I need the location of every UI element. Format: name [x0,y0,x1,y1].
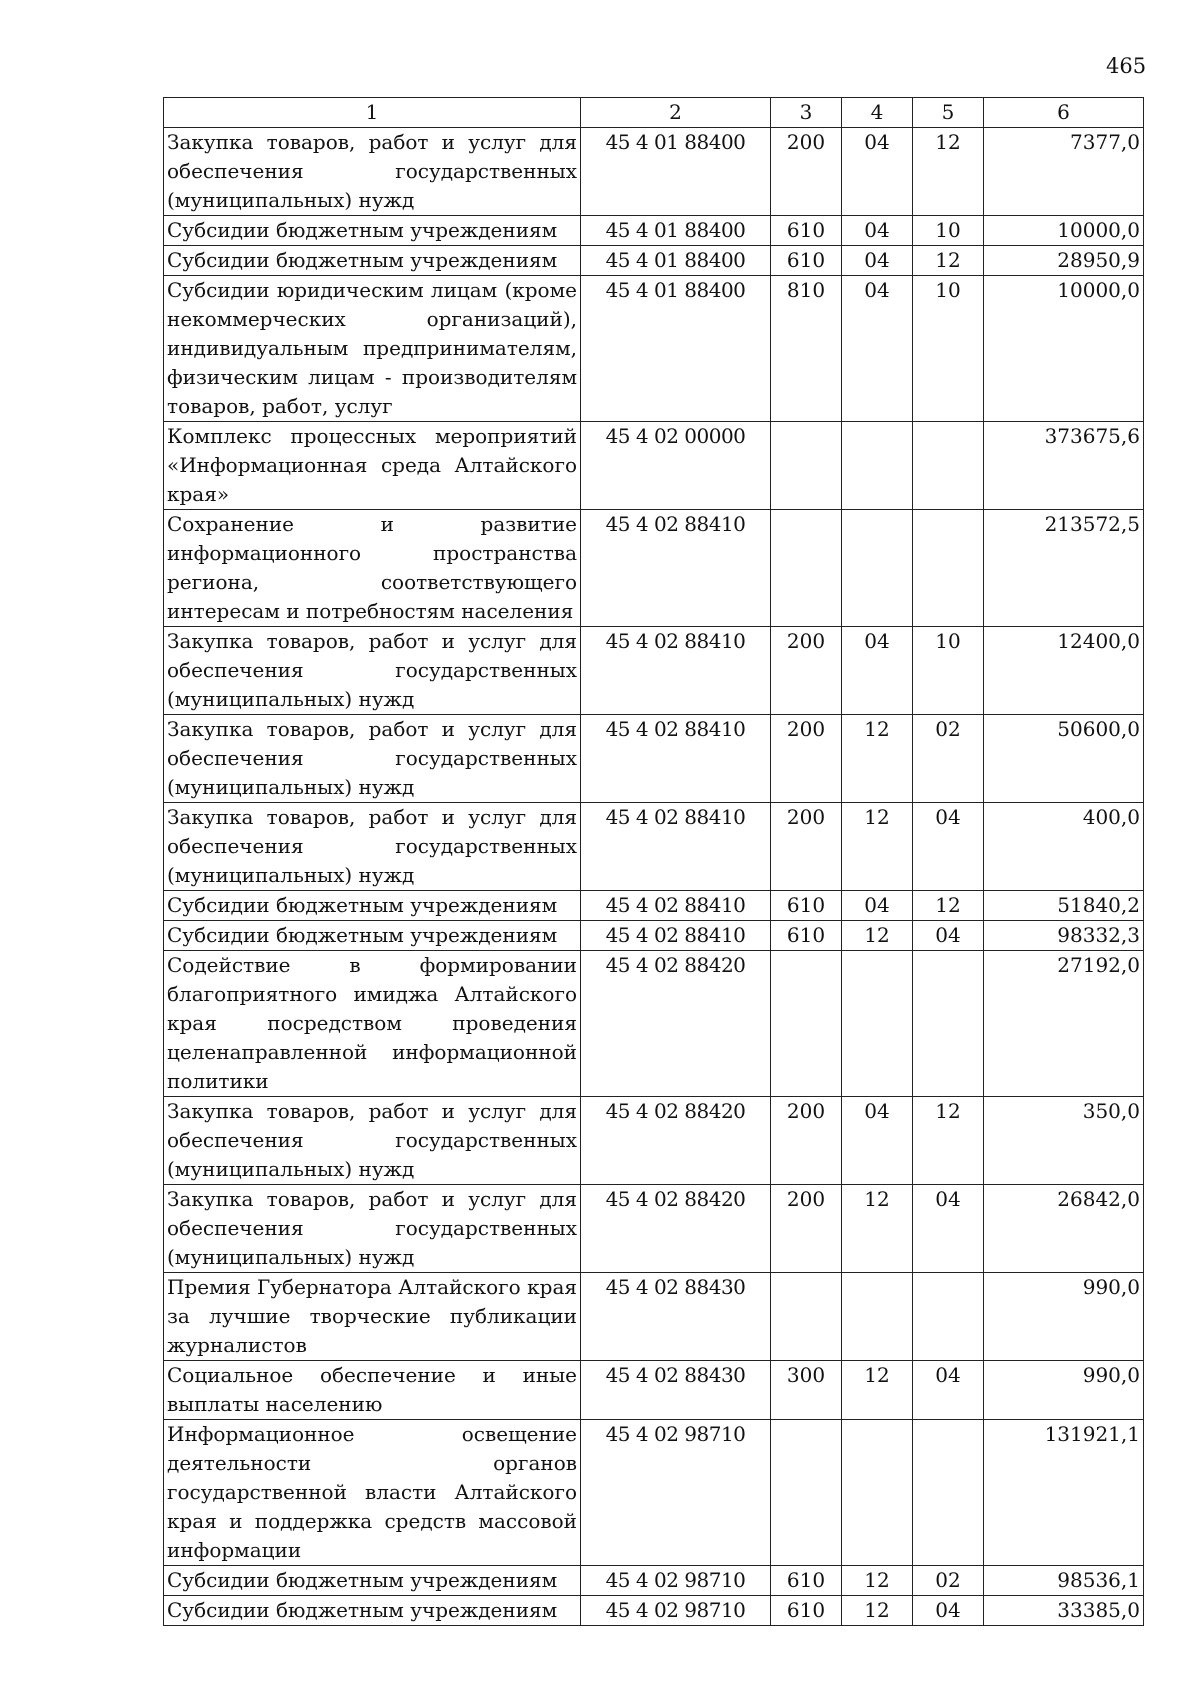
row-expense-type-cell: 200 [771,803,842,891]
row-amount-cell: 10000,0 [984,216,1144,246]
row-section-cell: 04 [842,276,913,422]
row-subsection-cell: 12 [913,128,984,216]
table-header-row [164,98,1144,128]
table-row [164,951,1144,1097]
row-amount-cell: 131921,1 [984,1420,1144,1566]
table-row [164,246,1144,276]
row-subsection-cell [913,510,984,627]
row-expense-type-cell: 200 [771,1185,842,1273]
row-expense-type-cell [771,1420,842,1566]
row-expense-type-cell: 610 [771,246,842,276]
table-row [164,921,1144,951]
row-section-cell: 04 [842,128,913,216]
table-row [164,1566,1144,1596]
row-expense-type-cell: 200 [771,128,842,216]
row-amount-cell: 990,0 [984,1361,1144,1420]
row-name-cell: Премия Губернатора Алтайского края за лучшие творческие публикации журналистов [164,1273,581,1361]
row-expense-type-cell: 610 [771,1596,842,1626]
row-amount-cell: 400,0 [984,803,1144,891]
row-code-cell: 45 4 01 88400 [581,216,771,246]
row-subsection-cell: 12 [913,246,984,276]
row-subsection-cell: 10 [913,216,984,246]
row-name-cell: Субсидии бюджетным учреждениям [164,1566,581,1596]
table-row [164,422,1144,510]
table-body [164,128,1144,1626]
row-section-cell: 04 [842,216,913,246]
row-section-cell: 12 [842,803,913,891]
row-amount-cell: 990,0 [984,1273,1144,1361]
table-row [164,715,1144,803]
budget-table [163,97,1144,1626]
row-code-cell: 45 4 01 88400 [581,276,771,422]
row-name-cell: Социальное обеспечение и иные выплаты населению [164,1361,581,1420]
row-amount-cell: 33385,0 [984,1596,1144,1626]
row-code-cell: 45 4 02 88410 [581,921,771,951]
row-expense-type-cell [771,422,842,510]
row-name-cell: Информационное освещение деятельности органов государственной власти Алтайского края и поддержка средств массовой информации [164,1420,581,1566]
row-section-cell: 12 [842,1361,913,1420]
row-section-cell [842,422,913,510]
table-row [164,1596,1144,1626]
row-section-cell: 04 [842,1097,913,1185]
row-subsection-cell [913,1420,984,1566]
column-header-6: 6 [984,98,1144,128]
row-subsection-cell [913,1273,984,1361]
row-section-cell: 12 [842,715,913,803]
row-section-cell: 04 [842,627,913,715]
table-row [164,1185,1144,1273]
table-row [164,510,1144,627]
row-expense-type-cell: 200 [771,715,842,803]
row-code-cell: 45 4 02 88420 [581,1185,771,1273]
row-amount-cell: 10000,0 [984,276,1144,422]
table-row [164,1420,1144,1566]
row-subsection-cell: 12 [913,1097,984,1185]
row-name-cell: Субсидии бюджетным учреждениям [164,891,581,921]
row-code-cell: 45 4 02 88430 [581,1273,771,1361]
row-name-cell: Закупка товаров, работ и услуг для обеспечения государственных (муниципальных) нужд [164,128,581,216]
row-section-cell: 12 [842,921,913,951]
row-name-cell: Содействие в формировании благоприятного имиджа Алтайского края посредством проведения целенаправленной информационной политики [164,951,581,1097]
row-name-cell: Субсидии бюджетным учреждениям [164,1596,581,1626]
row-name-cell: Комплекс процессных мероприятий «Информационная среда Алтайского края» [164,422,581,510]
row-code-cell: 45 4 02 88410 [581,510,771,627]
row-expense-type-cell: 300 [771,1361,842,1420]
row-code-cell: 45 4 02 88430 [581,1361,771,1420]
row-code-cell: 45 4 02 98710 [581,1596,771,1626]
row-name-cell: Субсидии бюджетным учреждениям [164,246,581,276]
row-expense-type-cell: 610 [771,216,842,246]
row-subsection-cell: 10 [913,627,984,715]
row-subsection-cell: 04 [913,1596,984,1626]
table-row [164,1273,1144,1361]
row-section-cell: 12 [842,1596,913,1626]
column-header-3: 3 [771,98,842,128]
row-amount-cell: 98536,1 [984,1566,1144,1596]
row-code-cell: 45 4 02 00000 [581,422,771,510]
row-expense-type-cell: 200 [771,1097,842,1185]
table-row [164,803,1144,891]
row-subsection-cell: 02 [913,715,984,803]
row-subsection-cell: 12 [913,891,984,921]
row-code-cell: 45 4 02 88420 [581,1097,771,1185]
row-expense-type-cell: 610 [771,921,842,951]
column-header-1: 1 [164,98,581,128]
row-section-cell [842,1420,913,1566]
row-expense-type-cell: 610 [771,891,842,921]
row-amount-cell: 50600,0 [984,715,1144,803]
table-row [164,891,1144,921]
row-name-cell: Закупка товаров, работ и услуг для обеспечения государственных (муниципальных) нужд [164,1185,581,1273]
row-amount-cell: 98332,3 [984,921,1144,951]
row-amount-cell: 12400,0 [984,627,1144,715]
row-expense-type-cell [771,510,842,627]
row-amount-cell: 373675,6 [984,422,1144,510]
row-section-cell: 12 [842,1566,913,1596]
row-subsection-cell [913,422,984,510]
row-code-cell: 45 4 02 88420 [581,951,771,1097]
table-row [164,1361,1144,1420]
row-code-cell: 45 4 01 88400 [581,128,771,216]
row-expense-type-cell: 610 [771,1566,842,1596]
row-section-cell [842,951,913,1097]
row-expense-type-cell [771,951,842,1097]
row-name-cell: Субсидии бюджетным учреждениям [164,921,581,951]
row-subsection-cell [913,951,984,1097]
row-code-cell: 45 4 01 88400 [581,246,771,276]
row-section-cell: 04 [842,246,913,276]
column-header-5: 5 [913,98,984,128]
page-number: 465 [1106,54,1147,78]
row-subsection-cell: 10 [913,276,984,422]
row-expense-type-cell [771,1273,842,1361]
table-row [164,128,1144,216]
row-section-cell [842,510,913,627]
row-section-cell: 04 [842,891,913,921]
row-amount-cell: 350,0 [984,1097,1144,1185]
row-subsection-cell: 02 [913,1566,984,1596]
row-code-cell: 45 4 02 88410 [581,803,771,891]
row-code-cell: 45 4 02 88410 [581,715,771,803]
row-name-cell: Субсидии бюджетным учреждениям [164,216,581,246]
row-name-cell: Закупка товаров, работ и услуг для обеспечения государственных (муниципальных) нужд [164,715,581,803]
row-subsection-cell: 04 [913,803,984,891]
row-code-cell: 45 4 02 98710 [581,1420,771,1566]
row-name-cell: Сохранение и развитие информационного пространства региона, соответствующего интересам и потребностям населения [164,510,581,627]
row-expense-type-cell: 810 [771,276,842,422]
table-row [164,216,1144,246]
table-row [164,276,1144,422]
column-header-2: 2 [581,98,771,128]
row-amount-cell: 27192,0 [984,951,1144,1097]
row-amount-cell: 26842,0 [984,1185,1144,1273]
row-amount-cell: 28950,9 [984,246,1144,276]
row-subsection-cell: 04 [913,1361,984,1420]
row-name-cell: Закупка товаров, работ и услуг для обеспечения государственных (муниципальных) нужд [164,627,581,715]
row-name-cell: Закупка товаров, работ и услуг для обеспечения государственных (муниципальных) нужд [164,803,581,891]
column-header-4: 4 [842,98,913,128]
row-expense-type-cell: 200 [771,627,842,715]
row-section-cell: 12 [842,1185,913,1273]
row-code-cell: 45 4 02 88410 [581,891,771,921]
row-amount-cell: 7377,0 [984,128,1144,216]
row-subsection-cell: 04 [913,921,984,951]
row-section-cell [842,1273,913,1361]
row-code-cell: 45 4 02 88410 [581,627,771,715]
row-amount-cell: 51840,2 [984,891,1144,921]
table-row [164,1097,1144,1185]
table-row [164,627,1144,715]
row-subsection-cell: 04 [913,1185,984,1273]
row-name-cell: Закупка товаров, работ и услуг для обеспечения государственных (муниципальных) нужд [164,1097,581,1185]
row-name-cell: Субсидии юридическим лицам (кроме некоммерческих организаций), индивидуальным предпринимателям, физическим лицам - производителям товаров, работ, услуг [164,276,581,422]
row-amount-cell: 213572,5 [984,510,1144,627]
row-code-cell: 45 4 02 98710 [581,1566,771,1596]
